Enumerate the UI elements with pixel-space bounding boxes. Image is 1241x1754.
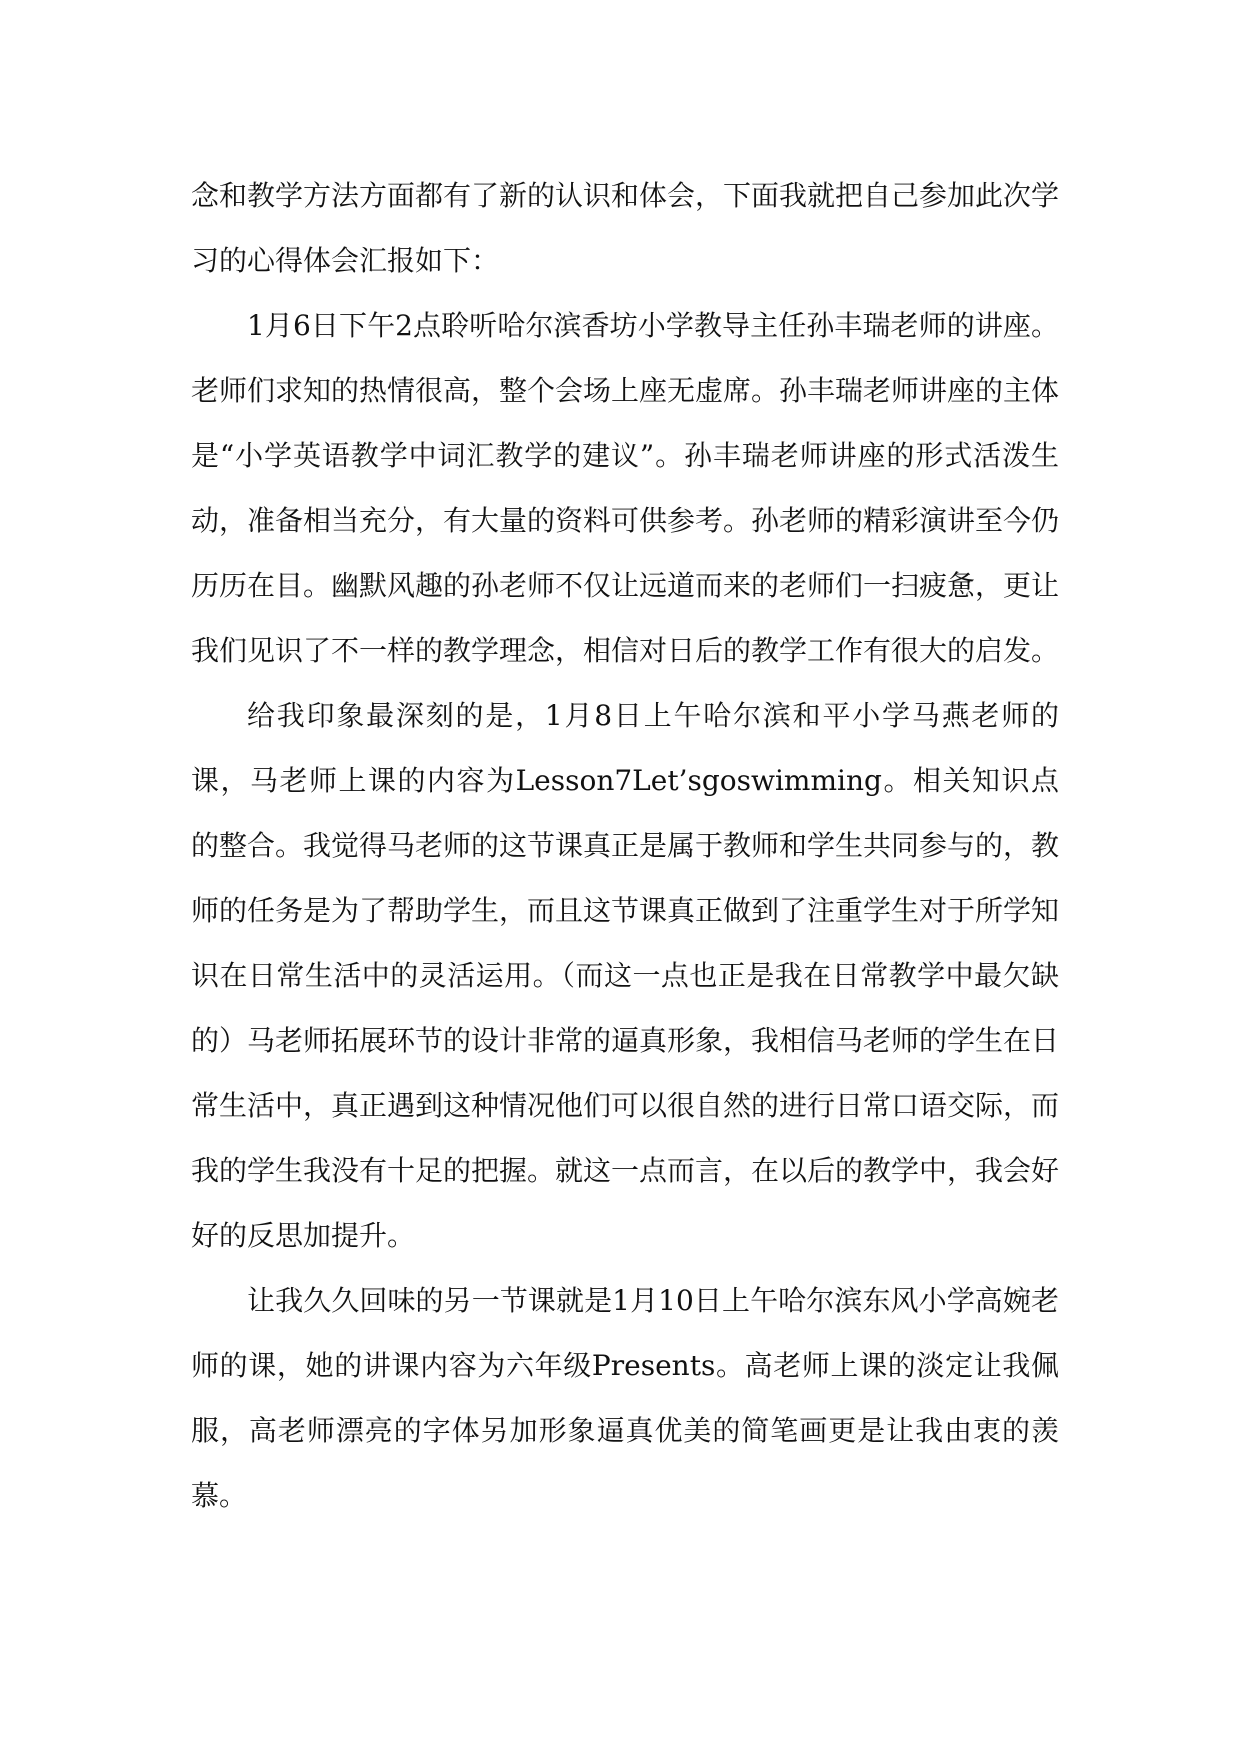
document-body: [191, 163, 1059, 1528]
paragraph-lesson-ma: 给我印象最深刻的是，1月8日上午哈尔滨和平小学马燕老师的课，马老师上课的内容为Lesson7Let’sgoswimming。相关知识点的整合。我觉得马老师的这节课真正是属于教师和学生共同参与的，教师的任务是为了帮助学生，而且这节课真正做到了注重学生对于所学知识在日常生活中的灵活运用。（而这一点也正是我在日常教学中最欠缺的）马老师拓展环节的设计非常的逼真形象，我相信马老师的学生在日常生活中，真正遇到这种情况他们可以很自然的进行日常口语交际，而我的学生我没有十足的把握。就这一点而言，在以后的教学中，我会好好的反思加提升。: [191, 699, 1060, 1252]
paragraph-lesson-gao: 让我久久回味的另一节课就是1月10日上午哈尔滨东风小学高婉老师的课，她的讲课内容为六年级Presents。高老师上课的淡定让我佩服，高老师漂亮的字体另加形象逼真优美的简笔画更是让我由衷的羡慕。: [191, 1284, 1059, 1512]
paragraph-lecture: 1月6日下午2点聆听哈尔滨香坊小学教导主任孙丰瑞老师的讲座。老师们求知的热情很高，整个会场上座无虚席。孙丰瑞老师讲座的主体是“小学英语教学中词汇教学的建议”。孙丰瑞老师讲座的形式活泼生动，准备相当充分，有大量的资料可供参考。孙老师的精彩演讲至今仍历历在目。幽默风趣的孙老师不仅让远道而来的老师们一扫疲惫，更让我们见识了不一样的教学理念，相信对日后的教学工作有很大的启发。: [191, 309, 1060, 667]
paragraph-intro-continuation: 念和教学方法方面都有了新的认识和体会，下面我就把自己参加此次学习的心得体会汇报如下：: [191, 179, 1060, 277]
